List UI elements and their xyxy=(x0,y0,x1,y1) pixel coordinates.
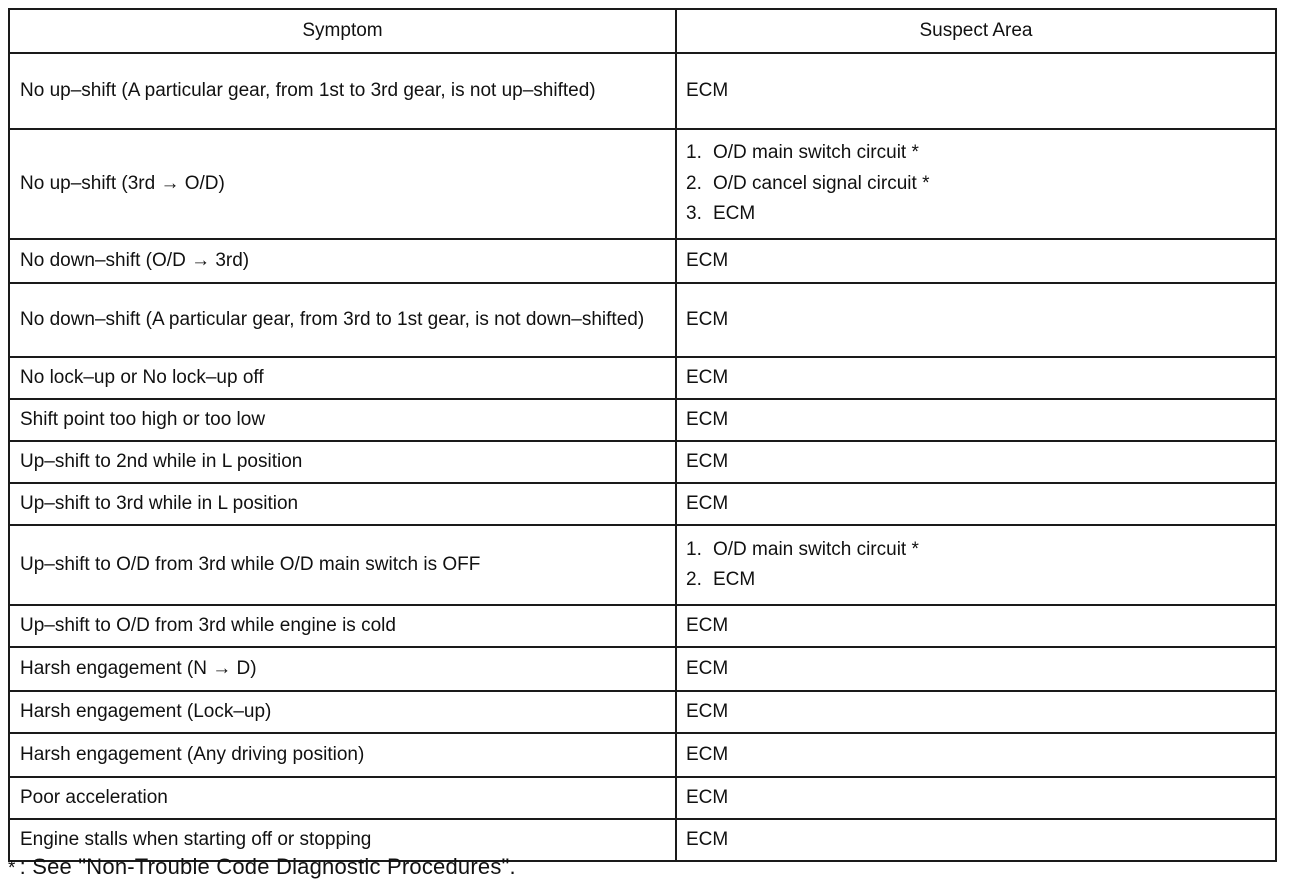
table-row xyxy=(9,647,1276,691)
symptom-cell: No down–shift (A particular gear, from 3rd to 1st gear, is not down–shifted) xyxy=(9,283,676,357)
symptom-table xyxy=(8,8,1277,862)
item-number: 2. xyxy=(686,569,702,590)
footnote-text: : See "Non-Trouble Code Diagnostic Procedures". xyxy=(19,854,516,879)
item-text: O/D main switch circuit * xyxy=(713,538,919,560)
symptom-cell: Up–shift to O/D from 3rd while O/D main switch is OFF xyxy=(9,525,676,605)
symptom-cell: Harsh engagement (Lock–up) xyxy=(9,691,676,733)
suspect-area-cell: ECM xyxy=(676,647,1276,691)
item-number: 1. xyxy=(686,538,702,560)
suspect-area-cell: ECM xyxy=(676,777,1276,819)
header-symptom: Symptom xyxy=(9,9,676,53)
table-header-row xyxy=(9,9,1276,53)
suspect-area-cell: ECM xyxy=(676,819,1276,861)
symptom-cell: Shift point too high or too low xyxy=(9,399,676,441)
table-row xyxy=(9,525,1276,605)
symptom-cell: Up–shift to 3rd while in L position xyxy=(9,483,676,525)
table-row xyxy=(9,441,1276,483)
item-text: ECM xyxy=(713,203,756,225)
suspect-area-cell xyxy=(676,525,1276,605)
symptom-cell: Up–shift to 2nd while in L position xyxy=(9,441,676,483)
suspect-area-cell: ECM xyxy=(676,441,1276,483)
item-text: ECM xyxy=(713,569,756,590)
symptom-cell: Harsh engagement (Any driving position) xyxy=(9,733,676,777)
symptom-cell: Engine stalls when starting off or stopping xyxy=(9,819,676,861)
suspect-area-cell xyxy=(676,129,1276,239)
table-row xyxy=(9,239,1276,283)
table-row xyxy=(9,605,1276,647)
suspect-area-item xyxy=(686,199,1265,229)
table-row xyxy=(9,777,1276,819)
footnote-asterisk: * xyxy=(8,858,16,879)
footnote xyxy=(8,854,516,880)
symptom-cell: No up–shift (A particular gear, from 1st to 3rd gear, is not up–shifted) xyxy=(9,53,676,129)
table-row xyxy=(9,691,1276,733)
table-row xyxy=(9,357,1276,399)
table-body xyxy=(9,53,1276,861)
symptom-cell: Harsh engagement (N → D) xyxy=(9,647,676,691)
suspect-area-cell: ECM xyxy=(676,733,1276,777)
suspect-area-item xyxy=(686,169,1265,199)
suspect-area-cell: ECM xyxy=(676,399,1276,441)
item-number: 2. xyxy=(686,172,702,194)
suspect-area-cell: ECM xyxy=(676,691,1276,733)
table-row xyxy=(9,129,1276,239)
symptom-cell: No up–shift (3rd → O/D) xyxy=(9,129,676,239)
table-row xyxy=(9,733,1276,777)
symptom-cell: Up–shift to O/D from 3rd while engine is cold xyxy=(9,605,676,647)
item-text: O/D cancel signal circuit * xyxy=(713,172,930,194)
suspect-area-cell: ECM xyxy=(676,605,1276,647)
symptom-cell: No down–shift (O/D → 3rd) xyxy=(9,239,676,283)
item-number: 1. xyxy=(686,142,702,164)
header-suspect-area: Suspect Area xyxy=(676,9,1276,53)
suspect-area-item xyxy=(686,138,1265,168)
item-number: 3. xyxy=(686,203,702,225)
table-row xyxy=(9,53,1276,129)
suspect-area-item xyxy=(686,565,1265,595)
suspect-area-cell: ECM xyxy=(676,239,1276,283)
symptom-cell: No lock–up or No lock–up off xyxy=(9,357,676,399)
table-row xyxy=(9,483,1276,525)
suspect-area-cell: ECM xyxy=(676,357,1276,399)
suspect-area-cell: ECM xyxy=(676,283,1276,357)
table-row xyxy=(9,283,1276,357)
item-text: O/D main switch circuit * xyxy=(713,142,919,164)
suspect-area-item xyxy=(686,535,1265,565)
table-row xyxy=(9,399,1276,441)
symptom-cell: Poor acceleration xyxy=(9,777,676,819)
suspect-area-cell: ECM xyxy=(676,483,1276,525)
suspect-area-cell: ECM xyxy=(676,53,1276,129)
